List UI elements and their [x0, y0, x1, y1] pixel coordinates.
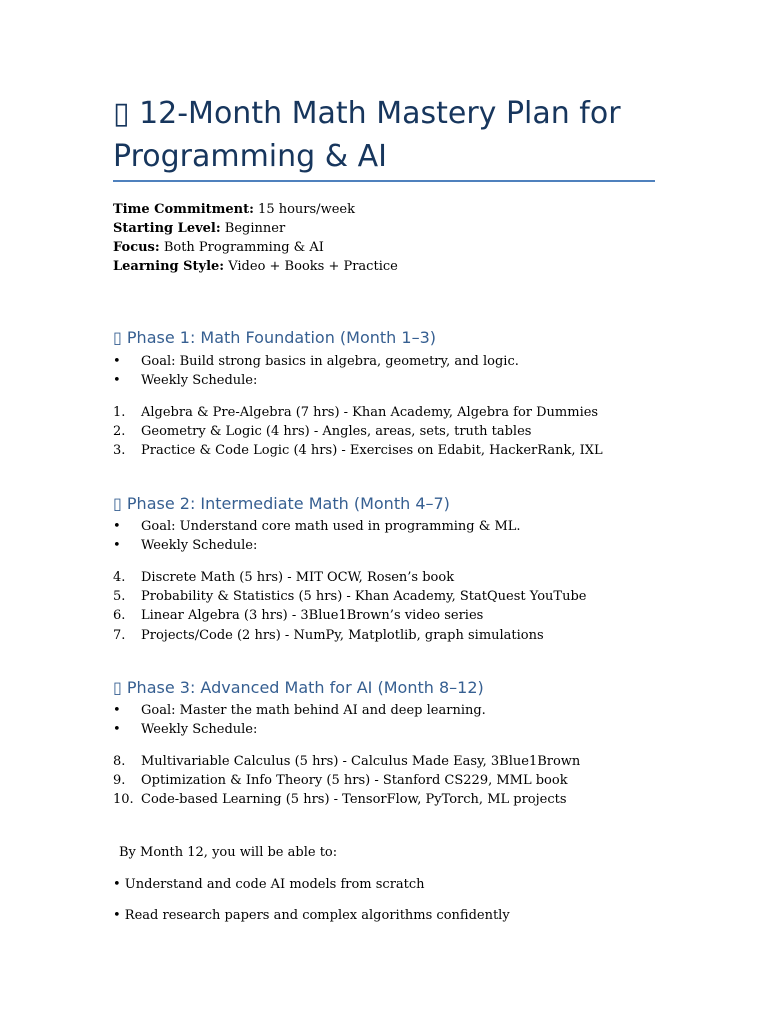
schedule-item: Algebra & Pre-Algebra (7 hrs) - Khan Academy, Algebra for Dummies: [141, 405, 599, 420]
bullet-icon: •: [113, 519, 121, 534]
list-number: 7.: [113, 628, 126, 643]
schedule-item: Code-based Learning (5 hrs) - TensorFlow, PyTorch, ML projects: [141, 792, 567, 807]
phase-bullet: Weekly Schedule:: [141, 373, 258, 388]
phase-bullet: Goal: Understand core math used in programming & ML.: [141, 519, 521, 534]
list-number: 9.: [113, 773, 126, 788]
phase-bullet: Weekly Schedule:: [141, 722, 258, 737]
bullet-icon: •: [113, 703, 121, 718]
list-number: 3.: [113, 443, 126, 458]
list-number: 1.: [113, 405, 126, 420]
phase-3-heading: [113, 678, 484, 698]
schedule-item: Linear Algebra (3 hrs) - 3Blue1Brown’s video series: [141, 608, 484, 623]
missing-glyph-icon: ▯: [113, 328, 122, 347]
schedule-item: Multivariable Calculus (5 hrs) - Calculus Made Easy, 3Blue1Brown: [141, 754, 581, 769]
bullet-icon: •: [113, 373, 121, 388]
closing-intro: By Month 12, you will be able to:: [119, 845, 338, 860]
schedule-item: Optimization & Info Theory (5 hrs) - Stanford CS229, MML book: [141, 773, 568, 788]
phase-2-heading: [113, 494, 450, 514]
missing-glyph-icon: ▯: [113, 96, 130, 131]
list-number: 5.: [113, 589, 126, 604]
meta-focus: [113, 238, 324, 257]
meta-time-commitment: [113, 200, 355, 219]
meta-value: Both Programming & AI: [159, 240, 324, 255]
missing-glyph-icon: ▯: [113, 678, 122, 697]
list-number: 4.: [113, 570, 126, 585]
title-underline: [113, 180, 655, 182]
schedule-item: Discrete Math (5 hrs) - MIT OCW, Rosen’s book: [141, 570, 455, 585]
meta-learning-style: [113, 257, 398, 276]
phase-bullet: Goal: Build strong basics in algebra, geometry, and logic.: [141, 354, 519, 369]
meta-starting-level: [113, 219, 285, 238]
bullet-icon: •: [113, 354, 121, 369]
closing-point: • Understand and code AI models from scratch: [113, 877, 425, 892]
list-number: 6.: [113, 608, 126, 623]
phase-heading-text: Phase 1: Math Foundation (Month 1–3): [126, 328, 437, 347]
meta-label: Starting Level:: [113, 221, 221, 236]
list-number: 2.: [113, 424, 126, 439]
schedule-item: Practice & Code Logic (4 hrs) - Exercises on Edabit, HackerRank, IXL: [141, 443, 603, 458]
document-title: [113, 92, 673, 178]
schedule-item: Geometry & Logic (4 hrs) - Angles, areas, sets, truth tables: [141, 424, 532, 439]
list-number: 10.: [113, 792, 134, 807]
phase-bullet: Weekly Schedule:: [141, 538, 258, 553]
document-title-text: 12-Month Math Mastery Plan for Programming & AI: [113, 96, 621, 174]
closing-point: • Read research papers and complex algorithms confidently: [113, 908, 510, 923]
phase-heading-text: Phase 3: Advanced Math for AI (Month 8–12): [126, 678, 484, 697]
list-number: 8.: [113, 754, 126, 769]
meta-value: Video + Books + Practice: [224, 259, 398, 274]
missing-glyph-icon: ▯: [113, 494, 122, 513]
phase-heading-text: Phase 2: Intermediate Math (Month 4–7): [126, 494, 450, 513]
meta-value: 15 hours/week: [253, 202, 355, 217]
bullet-icon: •: [113, 538, 121, 553]
phase-bullet: Goal: Master the math behind AI and deep learning.: [141, 703, 486, 718]
schedule-item: Probability & Statistics (5 hrs) - Khan Academy, StatQuest YouTube: [141, 589, 587, 604]
phase-1-heading: [113, 328, 436, 348]
meta-label: Focus:: [113, 240, 160, 255]
meta-value: Beginner: [220, 221, 286, 236]
bullet-icon: •: [113, 722, 121, 737]
meta-label: Time Commitment:: [113, 202, 254, 217]
meta-label: Learning Style:: [113, 259, 225, 274]
schedule-item: Projects/Code (2 hrs) - NumPy, Matplotlib, graph simulations: [141, 628, 544, 643]
